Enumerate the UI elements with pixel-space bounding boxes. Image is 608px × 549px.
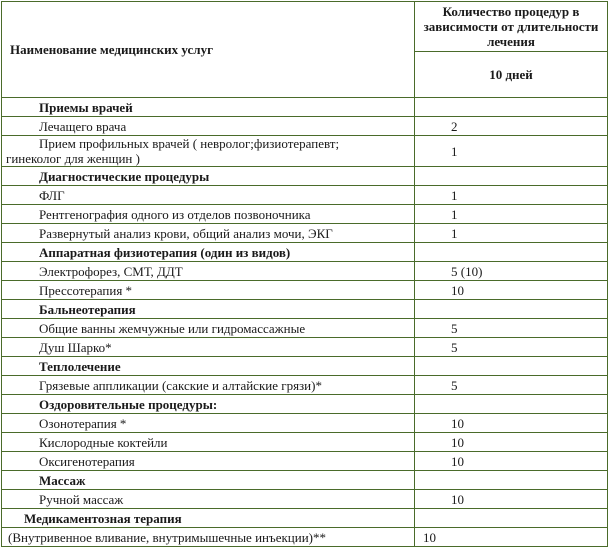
section-row <box>2 243 608 262</box>
procedure-count-cell: 10 <box>415 281 608 300</box>
procedure-count-cell: 1 <box>415 186 608 205</box>
service-name-cell: Рентгенография одного из отделов позвоночника <box>2 205 415 224</box>
section-title: Бальнеотерапия <box>2 300 415 319</box>
service-name-cell: Ручной массаж <box>2 490 415 509</box>
service-name-cell: Развернутый анализ крови, общий анализ мочи, ЭКГ <box>2 224 415 243</box>
service-name-cell: Общие ванны жемчужные или гидромассажные <box>2 319 415 338</box>
table-row <box>2 186 608 205</box>
section-row <box>2 509 608 528</box>
procedure-count-cell <box>415 357 608 376</box>
procedure-count-cell <box>415 471 608 490</box>
table-row <box>2 528 608 547</box>
procedure-count-cell: 10 <box>415 490 608 509</box>
section-title: Оздоровительные процедуры: <box>2 395 415 414</box>
table-row <box>2 433 608 452</box>
table-row <box>2 319 608 338</box>
section-row <box>2 300 608 319</box>
table-row <box>2 281 608 300</box>
section-title: Диагностические процедуры <box>2 167 415 186</box>
table-row <box>2 338 608 357</box>
procedure-count-cell <box>415 243 608 262</box>
section-title: Приемы врачей <box>2 98 415 117</box>
section-row <box>2 357 608 376</box>
procedure-count-cell: 5 <box>415 376 608 395</box>
service-name-line1: Прием профильных врачей ( невролог;физиотерапевт; <box>39 136 340 151</box>
service-name-cell: Лечащего врача <box>2 117 415 136</box>
procedure-count-cell <box>415 300 608 319</box>
duration-header: 10 дней <box>415 52 608 98</box>
section-row <box>2 395 608 414</box>
table-row <box>2 117 608 136</box>
section-title: Теплолечение <box>2 357 415 376</box>
service-name-cell: Электрофорез, СМТ, ДДТ <box>2 262 415 281</box>
section-row <box>2 98 608 117</box>
procedure-count-cell: 10 <box>415 528 608 547</box>
service-name-cell: Душ Шарко* <box>2 338 415 357</box>
procedure-count-cell: 5 <box>415 319 608 338</box>
procedure-count-cell: 1 <box>415 136 608 167</box>
table-row <box>2 262 608 281</box>
procedures-count-header: Количество процедур в зависимости от длительности лечения <box>415 2 608 52</box>
procedure-count-cell <box>415 167 608 186</box>
procedure-count-cell: 5 <box>415 338 608 357</box>
table-row <box>2 376 608 395</box>
service-name-header: Наименование медицинских услуг <box>2 2 415 98</box>
procedure-count-cell: 5 (10) <box>415 262 608 281</box>
service-name-cell: Кислородные коктейли <box>2 433 415 452</box>
service-name-cell: Озонотерапия * <box>2 414 415 433</box>
procedure-count-cell <box>415 395 608 414</box>
service-name-cell <box>2 136 415 167</box>
section-title: Аппаратная физиотерапия (один из видов) <box>2 243 415 262</box>
table-row <box>2 452 608 471</box>
table-row <box>2 205 608 224</box>
header-row <box>2 2 608 52</box>
section-title: Медикаментозная терапия <box>2 509 415 528</box>
section-row <box>2 471 608 490</box>
service-name-cell: Грязевые аппликации (сакские и алтайские грязи)* <box>2 376 415 395</box>
procedure-count-cell: 1 <box>415 224 608 243</box>
table-row <box>2 490 608 509</box>
procedure-count-cell: 10 <box>415 414 608 433</box>
procedure-count-cell: 1 <box>415 205 608 224</box>
procedure-count-cell: 10 <box>415 433 608 452</box>
procedure-count-cell: 10 <box>415 452 608 471</box>
section-row <box>2 167 608 186</box>
services-table <box>1 1 608 547</box>
service-name-cell: Оксигенотерапия <box>2 452 415 471</box>
table-row <box>2 224 608 243</box>
section-title: Массаж <box>2 471 415 490</box>
table-row <box>2 136 608 167</box>
procedure-count-cell <box>415 98 608 117</box>
service-name-cell: (Внутривенное вливание, внутримышечные инъекции)** <box>2 528 415 547</box>
service-name-cell: ФЛГ <box>2 186 415 205</box>
service-name-line2: гинеколог для женщин ) <box>6 151 140 166</box>
procedure-count-cell <box>415 509 608 528</box>
service-name-cell: Прессотерапия * <box>2 281 415 300</box>
table-row <box>2 414 608 433</box>
procedure-count-cell: 2 <box>415 117 608 136</box>
